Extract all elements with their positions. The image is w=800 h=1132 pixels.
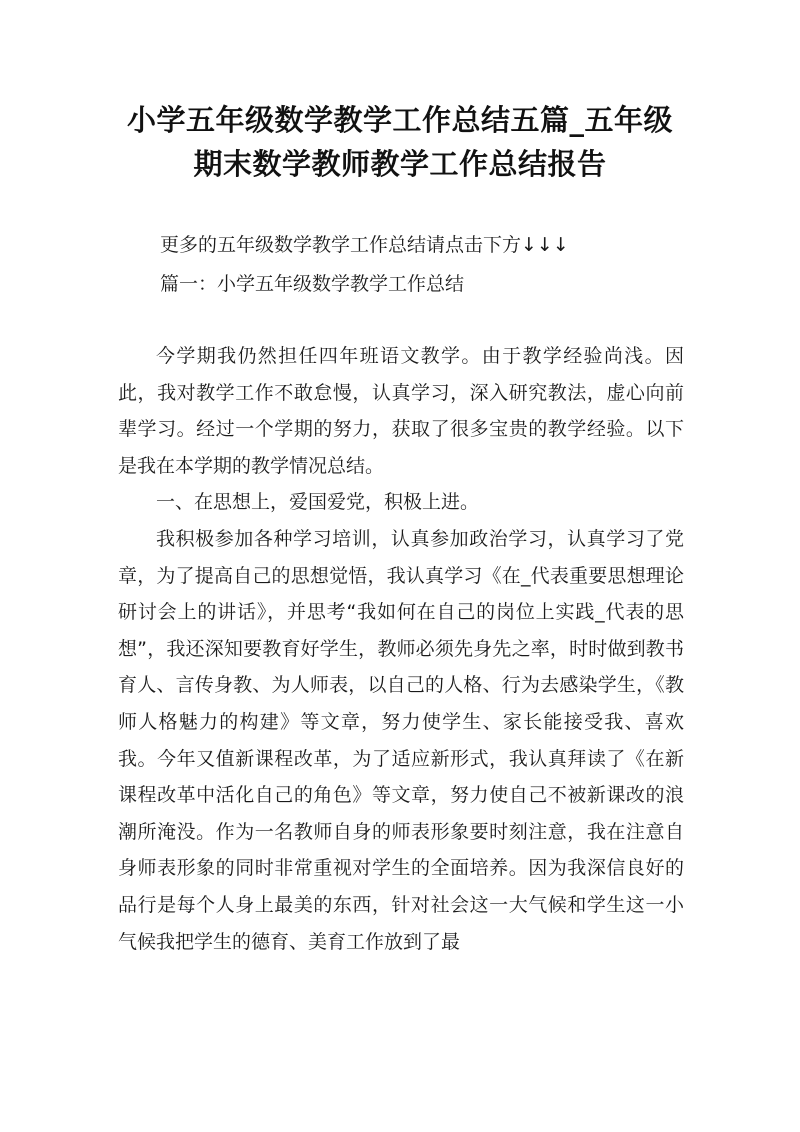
intro-chapter-line: 篇一：小学五年级数学教学工作总结 <box>160 273 465 295</box>
document-body <box>118 338 684 960</box>
title-line-1: 小学五年级数学教学工作总结五篇_五年级 <box>126 103 673 137</box>
document-title <box>100 98 700 186</box>
intro-more-line: 更多的五年级数学教学工作总结请点击下方↓↓↓ <box>160 234 569 256</box>
paragraph-3: 我积极参加各种学习培训，认真参加政治学习，认真学习了党章，为了提高自己的思想觉悟，我认真学习《在_代表重要思想理论研讨会上的讲话》，并思考“我如何在自己的岗位上实践_代表的思想”，我还深知要教育好学生，教师必须先身先之率，时时做到教书育人、言传身教、为人师表，以自己的人格、行为去感染学生，《教师人格魅力的构建》等文章，努力使学生、家长能接受我、喜欢我。今年又值新课程改革，为了适应新形式，我认真拜读了《在新课程改革中活化自己的角色》等文章，努力使自己不被新课改的浪潮所淹没。作为一名教师自身的师表形象要时刻注意，我在注意自身师表形象的同时非常重视对学生的全面培养。因为我深信良好的品行是每个人身上最美的东西，针对社会这一大气候和学生这一小气候我把学生的德育、美育工作放到了最 <box>118 527 684 953</box>
paragraph-2: 一、在思想上，爱国爱党，积极上进。 <box>156 491 480 514</box>
title-line-2: 期末数学教师教学工作总结报告 <box>193 147 607 181</box>
paragraph-1: 今学期我仍然担任四年班语文教学。由于教学经验尚浅。因此，我对教学工作不敢怠慢，认真学习，深入研究教法，虚心向前辈学习。经过一个学期的努力，获取了很多宝贵的教学经验。以下是我在本学期的教学情况总结。 <box>118 345 684 477</box>
